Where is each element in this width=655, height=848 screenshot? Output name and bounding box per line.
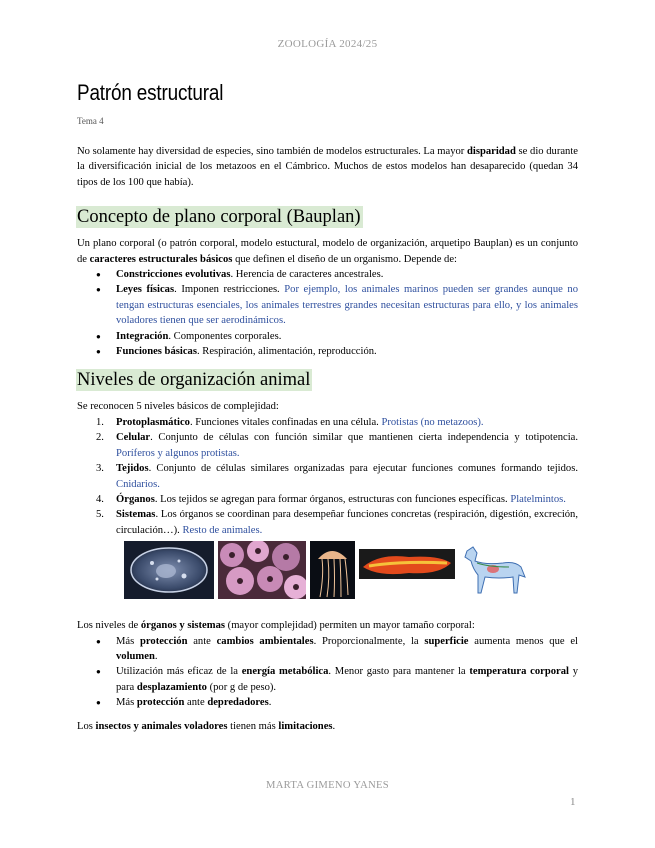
bold-term: temperatura corporal xyxy=(469,666,569,678)
page-number: 1 xyxy=(570,796,576,808)
bauplan-list xyxy=(77,267,578,359)
text-run: . Componentes corporales. xyxy=(168,330,282,342)
bauplan-paragraph xyxy=(77,236,578,267)
example-text: Por ejemplo, los animales marinos pueden ser grandes aunque no tengan estructuras esenciales, los animales terrestres grandes necesitan estructuras para ello, y los animales voladores tienen que ser aerodinámicos. xyxy=(116,284,579,327)
bold-term: Leyes físicas xyxy=(116,284,175,296)
bold-term: desplazamiento xyxy=(136,681,207,693)
text-run: (por g de peso). xyxy=(206,681,277,693)
bold-term: volumen xyxy=(116,650,155,662)
bold-term: cambios ambientales xyxy=(216,635,314,647)
section-heading-niveles xyxy=(77,369,578,391)
bold-term: órganos y sistemas xyxy=(140,620,226,632)
list-item xyxy=(77,695,578,710)
bold-term: depredadores xyxy=(207,697,269,709)
text-run: . Conjunto de células similares organizadas para ejecutar funciones comunes formando tejidos. xyxy=(148,463,578,475)
list-item xyxy=(77,634,578,665)
text-run: Más xyxy=(116,697,137,709)
bold-term: Celular xyxy=(116,432,151,444)
niveles-list xyxy=(77,415,578,538)
protist-image xyxy=(124,541,214,599)
bullet-icon: ● xyxy=(96,636,101,646)
list-number: 1. xyxy=(96,416,104,428)
sponge-image xyxy=(218,541,306,599)
text-run: Los xyxy=(77,720,96,732)
bold-term: disparidad xyxy=(467,146,516,157)
text-run: . xyxy=(154,650,158,662)
text-run: Un plano corporal (o patrón corporal, modelo estuctural, modelo de organización, arquetipo Bauplan) es un conjunto de xyxy=(77,238,578,265)
list-item xyxy=(77,461,578,492)
text-run: Más xyxy=(116,635,140,647)
list-number: 5. xyxy=(96,509,104,521)
text-run: . Herencia de caracteres ancestrales. xyxy=(230,269,384,281)
bold-term: Sistemas xyxy=(116,509,156,521)
bold-term: energía metabólica xyxy=(241,666,329,678)
complexity-paragraph xyxy=(77,618,578,633)
section-heading-bauplan xyxy=(77,206,578,228)
bold-term: limitaciones xyxy=(278,720,333,732)
text-run: aumenta menos que el xyxy=(468,635,578,647)
page-header: ZOOLOGÍA 2024/25 xyxy=(277,38,378,50)
example-text: Protistas (no metazoos). xyxy=(381,416,484,428)
advantages-list xyxy=(77,634,578,711)
footer-author: MARTA GIMENO YANES xyxy=(266,780,389,791)
text-run: que definen el diseño de un organismo. Depende de: xyxy=(232,253,458,265)
dog-anatomy-image xyxy=(459,541,534,599)
text-run: . Menor gasto para mantener la xyxy=(328,666,470,678)
highlighted-heading: Concepto de plano corporal (Bauplan) xyxy=(77,207,361,228)
text-run: . Respiración, alimentación, reproducción. xyxy=(196,346,377,358)
example-text: Platelmintos. xyxy=(510,493,566,505)
text-run: . xyxy=(332,720,336,732)
text-run: se dio durante la diversificación inicial de los metazoos en el Cámbrico. Muchos de estos modelos han desaparecido (quedan 34 tipos de los 100 que había). xyxy=(77,146,578,188)
bullet-icon: ● xyxy=(96,347,101,357)
text-run: . Imponen restricciones. xyxy=(174,284,285,296)
list-item xyxy=(77,344,578,359)
text-run: Utilización más eficaz de la xyxy=(116,666,242,678)
example-text: Poríferos y algunos protistas. xyxy=(116,447,240,459)
document-body xyxy=(77,144,578,734)
text-run: ante xyxy=(184,697,208,709)
list-item xyxy=(77,664,578,695)
text-run: . Proporcionalmente, la xyxy=(313,635,425,647)
text-run: tienen más xyxy=(227,720,279,732)
bullet-icon: ● xyxy=(96,331,101,341)
bold-term: Órganos xyxy=(116,493,155,505)
bold-term: protección xyxy=(136,697,185,709)
text-run: . Funciones vitales confinadas en una célula. xyxy=(189,416,382,428)
bullet-icon: ● xyxy=(96,270,101,280)
niveles-intro: Se reconocen 5 niveles básicos de complejidad: xyxy=(77,401,279,413)
bold-term: Constricciones evolutivas xyxy=(116,269,231,281)
limitations-paragraph xyxy=(77,719,578,734)
jellyfish-image xyxy=(310,541,355,599)
bullet-icon: ● xyxy=(96,285,101,295)
list-item xyxy=(77,492,578,507)
bold-term: Tejidos xyxy=(116,463,149,475)
highlighted-heading: Niveles de organización animal xyxy=(77,370,311,391)
text-run: (mayor complejidad) permiten un mayor tamaño corporal: xyxy=(225,620,475,632)
list-item xyxy=(77,415,578,430)
bold-term: superficie xyxy=(424,635,469,647)
list-number: 3. xyxy=(96,463,104,475)
bullet-icon: ● xyxy=(96,698,101,708)
list-item xyxy=(77,267,578,282)
bold-term: Funciones básicas xyxy=(116,346,197,358)
list-number: 2. xyxy=(96,432,104,444)
example-text: Resto de animales. xyxy=(182,524,263,536)
bold-term: Protoplasmático xyxy=(116,416,190,428)
text-run: . Los órganos se coordinan para desempeñar funciones concretas (respiración, digestión, excreción, circulación…). xyxy=(116,509,578,536)
list-item xyxy=(77,329,578,344)
list-item xyxy=(77,507,578,538)
text-run: . Conjunto de células con función similar que mantienen cierta independencia y totipotencia. xyxy=(150,432,578,444)
list-item xyxy=(77,430,578,461)
bold-term: protección xyxy=(140,635,188,647)
page-title: Patrón estructural xyxy=(77,80,224,105)
text-run: . xyxy=(268,697,272,709)
organism-images xyxy=(124,541,578,599)
text-run: . Los tejidos se agregan para formar órganos, estructuras con funciones específicas. xyxy=(154,493,511,505)
page-subtitle: Tema 4 xyxy=(77,116,104,126)
flatworm-image xyxy=(359,541,455,599)
text-run: y para xyxy=(116,666,579,693)
text-run: ante xyxy=(187,635,217,647)
intro-paragraph xyxy=(77,144,578,190)
example-text: Cnidarios. xyxy=(116,478,160,490)
bold-term: insectos y animales voladores xyxy=(95,720,228,732)
list-item xyxy=(77,282,578,328)
text-run: No solamente hay diversidad de especies, sino también de modelos estructurales. La mayor xyxy=(77,146,467,157)
bold-term: caracteres estructurales básicos xyxy=(89,253,233,265)
bold-term: Integración xyxy=(116,330,169,342)
bullet-icon: ● xyxy=(96,667,101,677)
text-run: Los niveles de xyxy=(77,620,141,632)
list-number: 4. xyxy=(96,493,104,505)
